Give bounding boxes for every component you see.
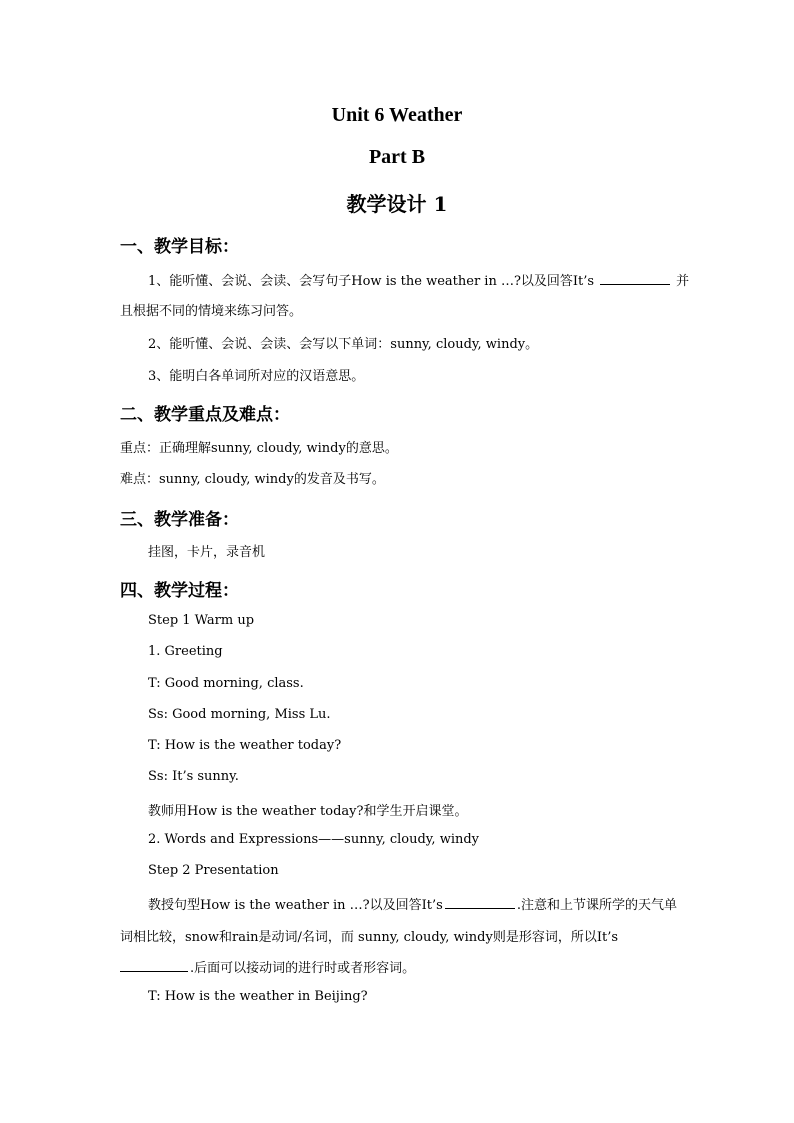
doc-title-part: Part B xyxy=(368,146,426,168)
goal-3: 3、能明白各单词所对应的汉语意思。 xyxy=(148,369,365,384)
presentation-line-1 xyxy=(148,894,677,913)
presentation-line-2: 词相比较，snow和rain是动词/名词，而 sunny, cloudy, windy则是形容词，所以It’s xyxy=(120,930,619,945)
teacher-note: 教师用How is the weather today?和学生开启课堂。 xyxy=(148,804,468,819)
fill-blank-line xyxy=(445,907,515,909)
dialogue-line: Ss: It’s sunny. xyxy=(148,769,239,784)
goal-1-and: 并 xyxy=(676,274,690,289)
dialogue-line: Ss: Good morning, Miss Lu. xyxy=(148,707,331,722)
fill-blank-line xyxy=(120,970,188,972)
section-heading-preparation: 三、教学准备： xyxy=(120,510,239,530)
dialogue-line: T: Good morning, class. xyxy=(148,676,304,691)
words-heading: 2. Words and Expressions——sunny, cloudy, windy xyxy=(148,832,480,847)
greeting-heading: 1. Greeting xyxy=(148,644,223,659)
goal-1-line-2: 且根据不同的情境来练习问答。 xyxy=(120,304,303,319)
doc-title-design: 教学设计 1 xyxy=(346,192,448,216)
goal-1-line-1 xyxy=(148,270,689,289)
dialogue-line: T: How is the weather in Beijing? xyxy=(148,989,368,1004)
fill-blank-line xyxy=(600,283,670,285)
key-point: 重点：正确理解sunny, cloudy, windy的意思。 xyxy=(120,441,398,456)
section-heading-process: 四、教学过程： xyxy=(120,581,239,601)
dialogue-line: T: How is the weather today? xyxy=(148,738,342,753)
presentation-text-b: .注意和上节课所学的天气单 xyxy=(516,898,677,913)
step-1-heading: Step 1 Warm up xyxy=(148,613,255,628)
doc-title-unit: Unit 6 Weather xyxy=(331,104,463,126)
section-heading-goals: 一、教学目标： xyxy=(120,237,239,257)
goal-2: 2、能听懂、会说、会读、会写以下单词：sunny, cloudy, windy。 xyxy=(148,337,539,352)
presentation-text-c: .后面可以接动词的进行时或者形容词。 xyxy=(190,961,416,976)
preparation-items: 挂图，卡片，录音机 xyxy=(148,545,266,560)
goal-1-text: 1、能听懂、会说、会读、会写句子How is the weather in …?以及回答It’s xyxy=(148,274,595,289)
presentation-line-3 xyxy=(120,957,415,976)
section-heading-key-points: 二、教学重点及难点： xyxy=(120,405,290,425)
presentation-text-a: 教授句型How is the weather in …?以及回答It’s xyxy=(148,898,443,913)
step-2-heading: Step 2 Presentation xyxy=(148,863,279,878)
difficult-point: 难点：sunny, cloudy, windy的发音及书写。 xyxy=(120,472,385,487)
